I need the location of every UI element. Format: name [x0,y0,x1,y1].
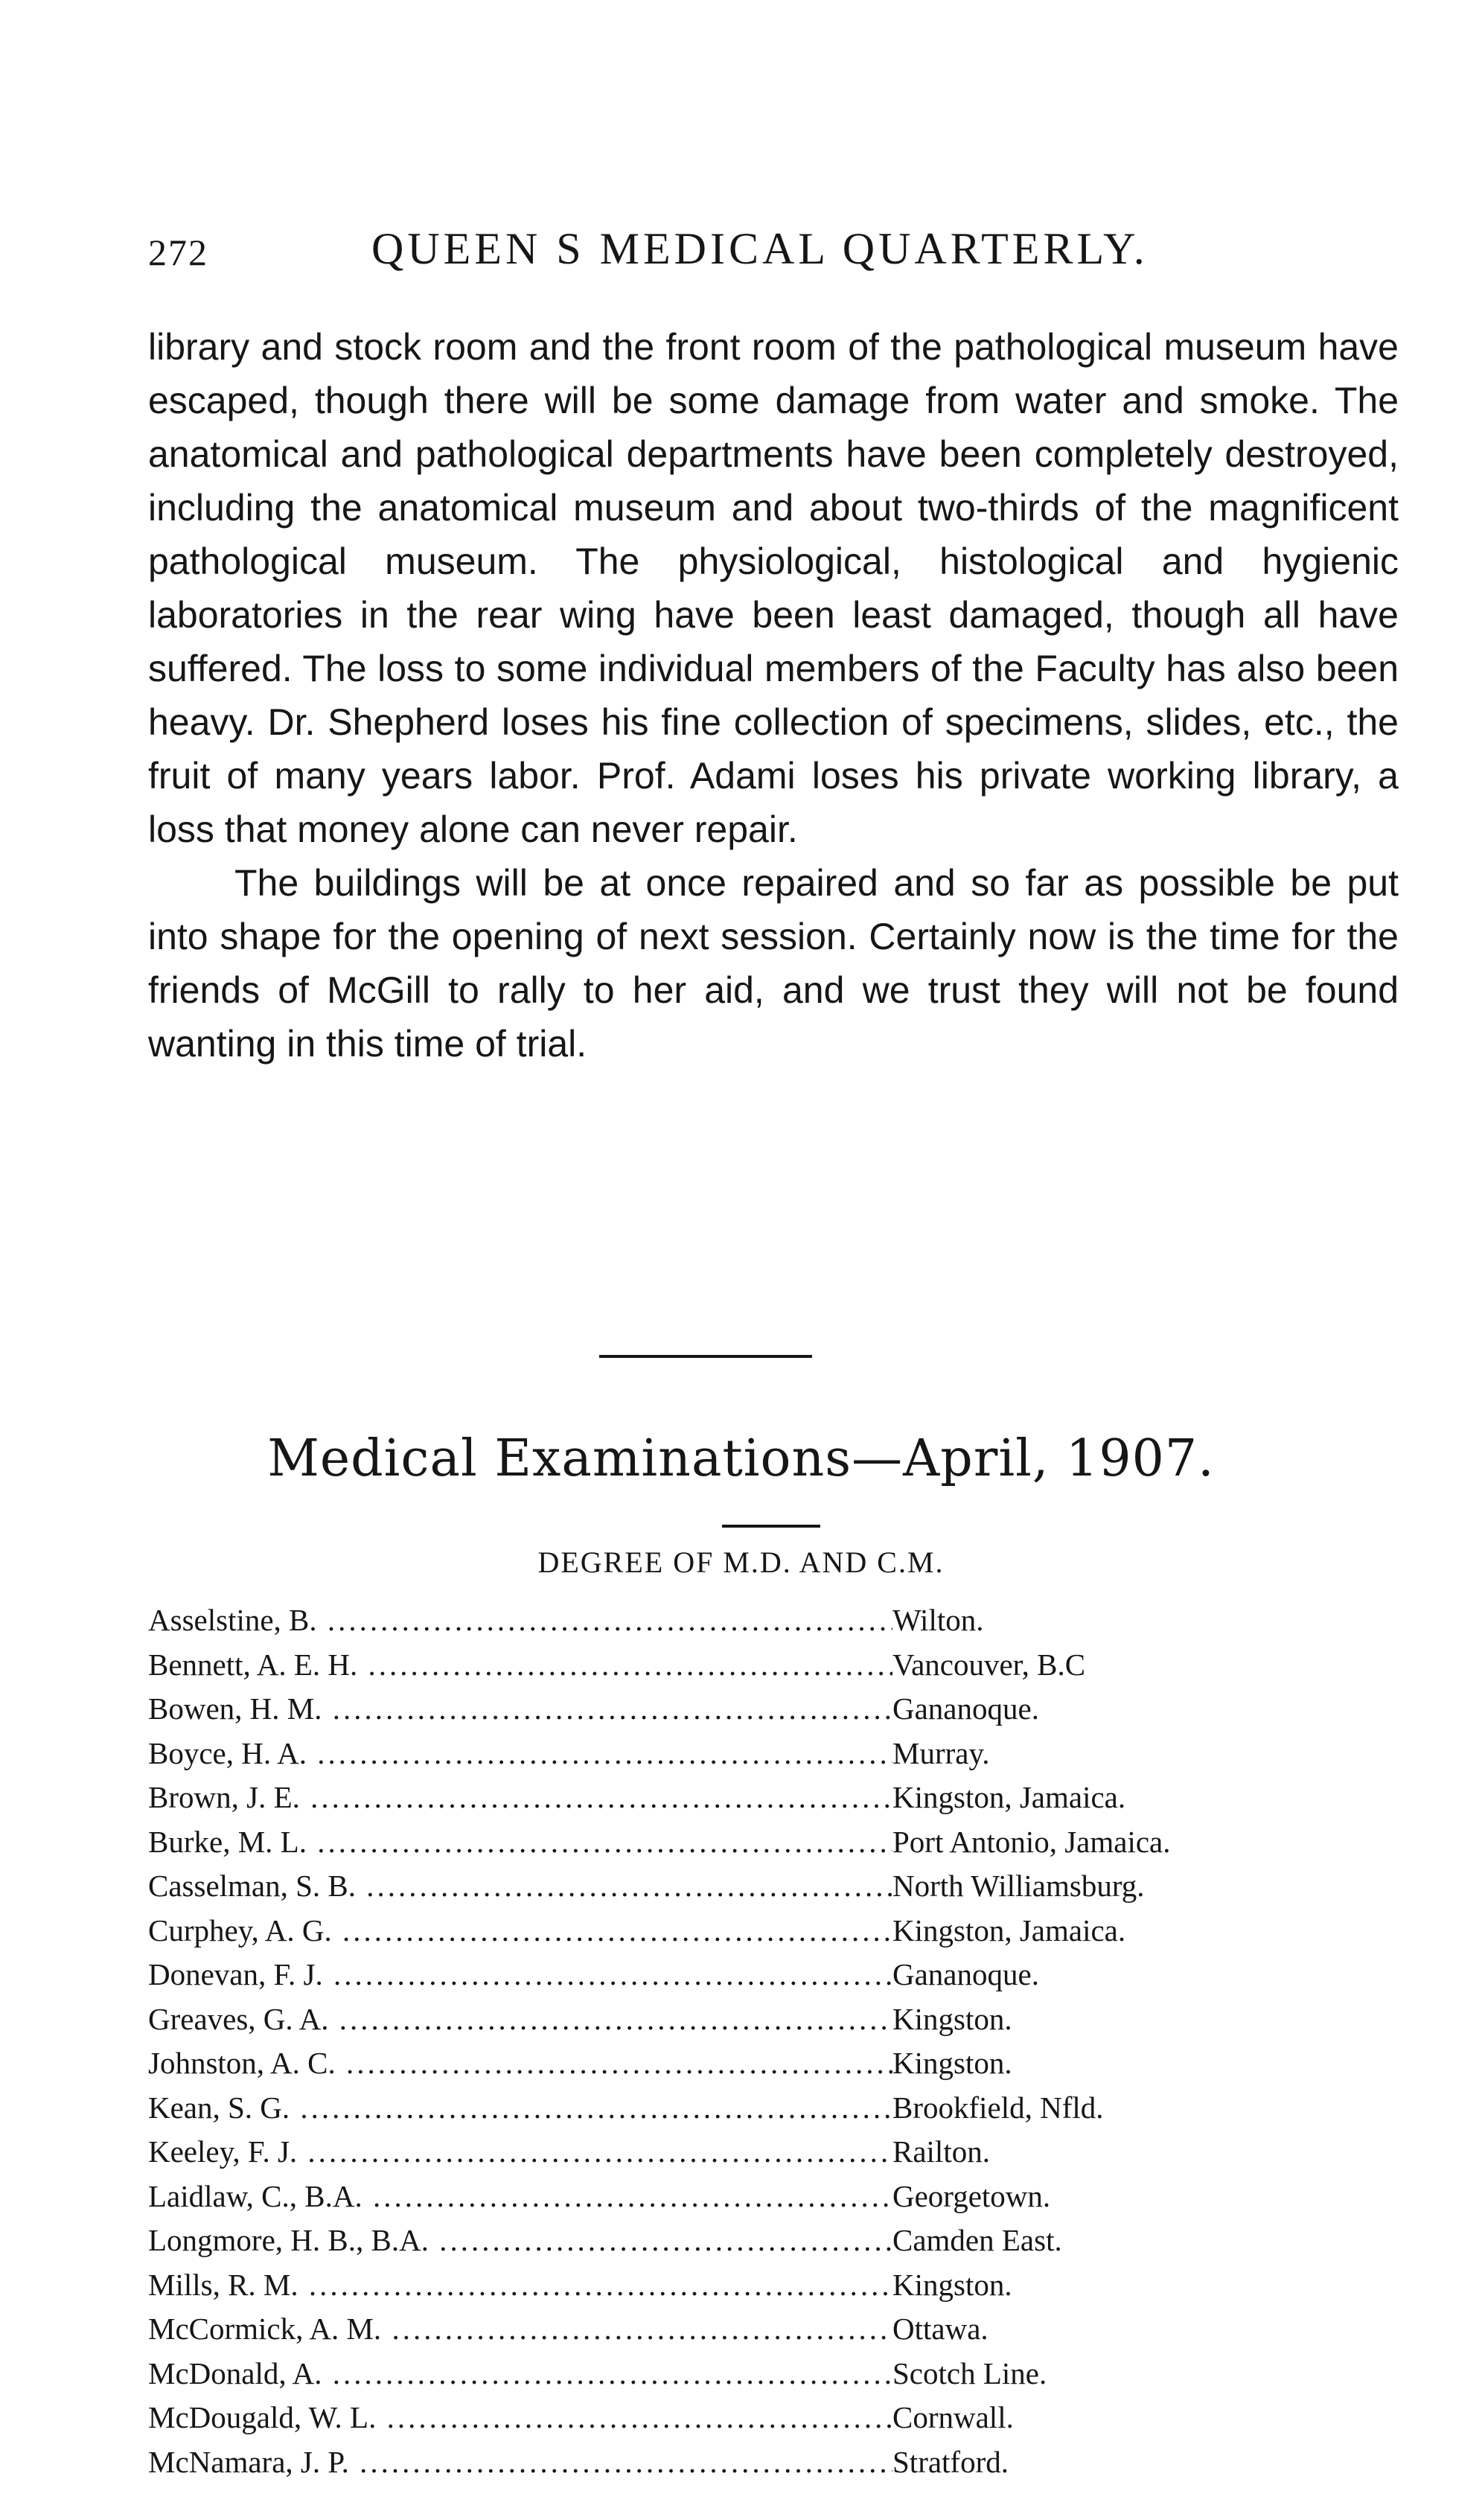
graduate-name-leader [148,2352,892,2396]
graduate-row [148,2175,1354,2219]
graduate-row [148,1864,1354,1909]
graduate-name-leader [148,1732,892,1776]
graduate-name-leader [148,2218,892,2263]
graduate-list [148,1598,1354,2484]
graduate-name: Johnston, A. C. ..... [148,2046,892,2080]
body-paragraph: library and stock room and the front room of the pathological museum have escaped, though there will be some damage from water and smoke. The anatomical and pathological departments have been completely destroyed, including the anatomical museum and about two-thirds of the magnificent pathological museum. The physiological, histological and hygienic laboratories in the rear wing have been least damaged, though all have suffered. The loss to some individual members of the Faculty has also been heavy. Dr. Shepherd loses his fine collection of specimens, slides, etc., the fruit of many years labor. Prof. Adami loses his private working library, a loss that money alone can never repair. [148,326,1399,850]
title-underline [722,1525,820,1528]
graduate-hometown: Kingston. [892,2267,1012,2302]
section-divider [599,1355,812,1358]
graduate-row [148,2352,1354,2396]
graduate-hometown: Kingston. [892,2001,1012,2036]
graduate-name-leader [148,2130,892,2175]
graduate-row [148,1687,1354,1732]
graduate-name: Donevan, F. J. ..... [148,1957,892,1991]
graduate-name-leader [148,2307,892,2352]
graduate-row [148,1643,1354,1688]
graduate-hometown: Camden East. [892,2223,1062,2257]
degree-heading: DEGREE OF M.D. AND C.M. [537,1546,945,1579]
graduate-hometown: Wilton. [892,1603,984,1637]
graduate-hometown: Brookfield, Nfld. [892,2090,1104,2125]
graduate-name-leader [148,1864,892,1909]
graduate-name: Greaves, G. A. ..... [148,2002,892,2036]
graduate-name: Asselstine, B. ..... [148,1603,892,1637]
graduate-row [148,1997,1354,2042]
graduate-row [148,2218,1354,2263]
graduate-name: Bennett, A. E. H. ..... [148,1647,892,1682]
graduate-row [148,1909,1354,1953]
graduate-row [148,2396,1354,2440]
graduate-name: Burke, M. L. ..... [148,1825,892,1859]
graduate-row [148,2041,1354,2086]
graduate-name: McDonald, A. ..... [148,2356,892,2390]
graduate-name: Brown, J. E. ..... [148,1780,892,1814]
graduate-row [148,1776,1354,1820]
article-body [148,320,1399,1071]
graduate-name: Laidlaw, C., B.A. ..... [148,2179,892,2213]
graduate-name-leader [148,1687,892,1732]
graduate-row [148,1598,1354,1643]
running-head [148,223,1227,290]
graduate-name: Mills, R. M. ..... [148,2268,892,2302]
graduate-hometown: Kingston, Jamaica. [892,1780,1126,1814]
graduate-hometown: Scotch Line. [892,2355,1047,2390]
graduate-name: Casselman, S. B. ..... [148,1869,892,1903]
graduate-name: Curphey, A. G. ..... [148,1913,892,1948]
graduate-row [148,2086,1354,2131]
graduate-name-leader [148,1643,892,1688]
graduate-name: Kean, S. G. ..... [148,2090,892,2125]
graduate-row [148,2307,1354,2352]
graduate-name-leader [148,1953,892,1997]
graduate-row [148,1820,1354,1865]
graduate-hometown: Georgetown. [892,2178,1051,2213]
graduate-name-leader [148,2086,892,2131]
graduate-name: McNamara, J. P. ..... [148,2445,892,2479]
section-title: Medical Examinations—April, 1907. [267,1429,1215,1488]
graduate-hometown: Vancouver, B.C [892,1647,1086,1682]
graduate-name-leader [148,2263,892,2308]
graduate-name-leader [148,1820,892,1865]
graduate-hometown: Kingston. [892,2046,1012,2080]
graduate-hometown: Kingston, Jamaica. [892,1913,1126,1948]
graduate-row [148,1732,1354,1776]
journal-title: QUEEN S MEDICAL QUARTERLY. [371,224,1149,273]
graduate-name-leader [148,2175,892,2219]
graduate-hometown: Stratford. [892,2444,1009,2479]
graduate-hometown: North Williamsburg. [892,1869,1145,1903]
graduate-name: Bowen, H. M. ..... [148,1691,892,1726]
graduate-row [148,2440,1354,2485]
graduate-name-leader [148,2440,892,2485]
graduate-name-leader [148,1997,892,2042]
graduate-name: McCormick, A. M. ..... [148,2312,892,2346]
graduate-name-leader [148,1598,892,1643]
graduate-row [148,2130,1354,2175]
graduate-hometown: Gananoque. [892,1691,1039,1726]
graduate-row [148,2263,1354,2308]
graduate-name: Boyce, H. A. ..... [148,1736,892,1770]
graduate-hometown: Cornwall. [892,2400,1014,2434]
graduate-hometown: Murray. [892,1735,990,1770]
graduate-name: McDougald, W. L. ..... [148,2400,892,2434]
graduate-name: Longmore, H. B., B.A. ..... [148,2223,892,2257]
graduate-hometown: Ottawa. [892,2312,988,2346]
graduate-name-leader [148,2041,892,2086]
page-number: 272 [148,232,208,273]
graduate-name: Keeley, F. J. ..... [148,2134,892,2169]
graduate-hometown: Port Antonio, Jamaica. [892,1824,1171,1859]
graduate-row [148,1953,1354,1997]
body-paragraph: The buildings will be at once repaired and so far as possible be put into shape for the opening of next session. Certainly now is the time for the friends of McGill to rally to her aid, and we trust they will not be found wanting in this time of trial. [148,862,1399,1065]
graduate-name-leader [148,1776,892,1820]
graduate-hometown: Gananoque. [892,1957,1039,1991]
graduate-hometown: Railton. [892,2134,990,2169]
graduate-name-leader [148,1909,892,1953]
graduate-name-leader [148,2396,892,2440]
